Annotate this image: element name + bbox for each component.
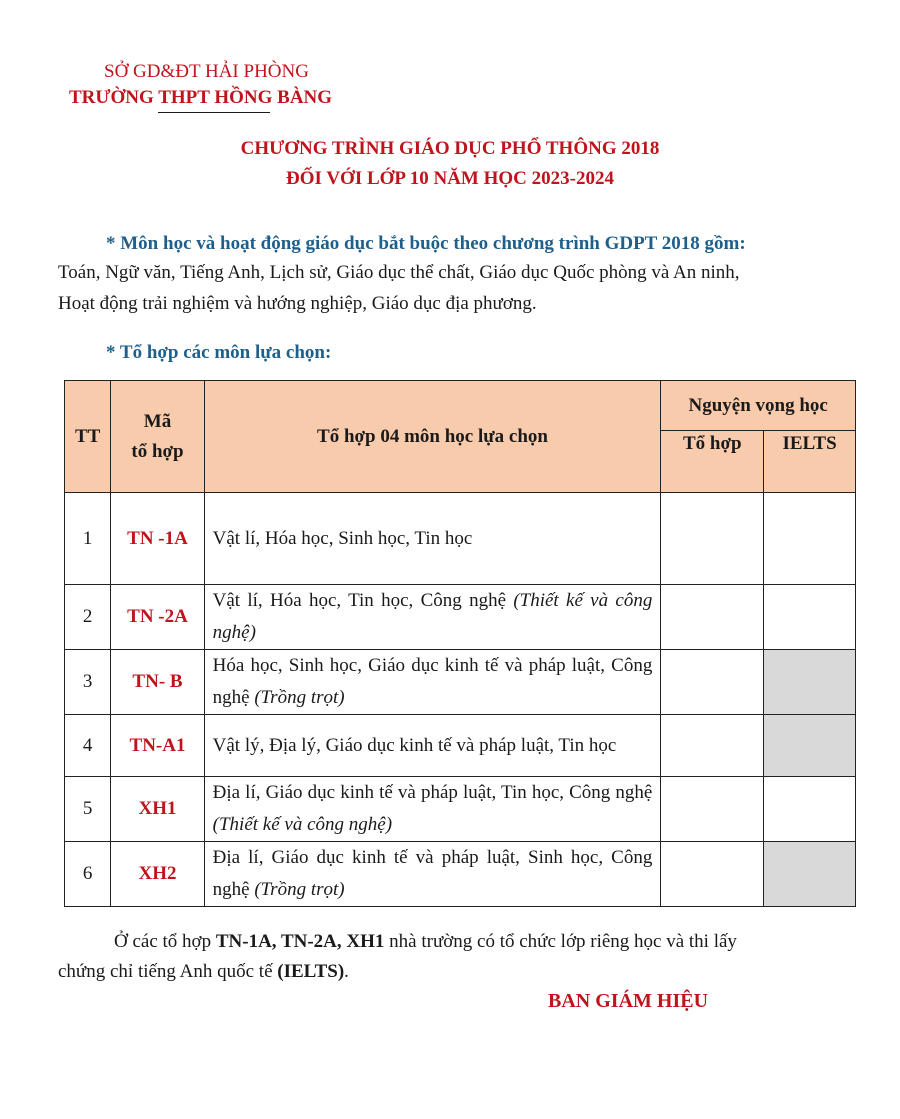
table-body xyxy=(65,493,856,907)
row-code: TN -2A xyxy=(111,585,204,650)
row-subjects-text: Vật lý, Địa lý, Giáo dục kinh tế và pháp luật, Tin học xyxy=(212,734,617,756)
row-code: XH2 xyxy=(111,842,204,907)
row-subjects-note: (Trồng trọt) xyxy=(254,879,345,900)
document-title-line1: CHƯƠNG TRÌNH GIÁO DỤC PHỔ THÔNG 2018 xyxy=(240,138,660,159)
table-row xyxy=(65,715,856,777)
row-wish-combo-cell[interactable] xyxy=(661,842,764,907)
header-code-line1: Mã xyxy=(143,410,172,432)
school-name: TRƯỜNG THPT HỒNG BÀNG xyxy=(69,87,333,108)
row-subjects xyxy=(204,585,661,650)
row-subjects-note: (Trồng trọt) xyxy=(254,687,345,708)
required-subjects-line1: Toán, Ngữ văn, Tiếng Anh, Lịch sử, Giáo dục thể chất, Giáo dục Quốc phòng và An ninh, xyxy=(58,262,740,283)
row-wish-combo-cell[interactable] xyxy=(661,493,764,585)
header-code-line2: tổ hợp xyxy=(131,440,184,462)
row-subjects-text: Địa lí, Giáo dục kinh tế và pháp luật, Tin học, Công nghệ xyxy=(212,782,653,803)
row-tt: 5 xyxy=(65,777,111,842)
row-wish-ielts-cell-disabled xyxy=(764,842,856,907)
required-subjects-line2: Hoạt động trải nghiệm và hướng nghiệp, Giáo dục địa phương. xyxy=(58,293,537,314)
elective-heading: * Tổ hợp các môn lựa chọn: xyxy=(106,342,332,363)
department-name: SỞ GD&ĐT HẢI PHÒNG xyxy=(104,61,309,82)
row-tt: 2 xyxy=(65,585,111,650)
header-code xyxy=(111,381,204,493)
table-row xyxy=(65,650,856,715)
row-subjects-text: Hóa học, Sinh học, Giáo dục kinh tế và pháp luật, Công nghệ xyxy=(212,655,653,708)
row-subjects-note: (Thiết kế và công nghệ) xyxy=(212,814,393,835)
header-wish-ielts: IELTS xyxy=(764,431,856,493)
elective-combinations-table xyxy=(64,380,856,907)
row-code: TN-A1 xyxy=(111,715,204,777)
row-subjects-note: (Thiết kế và công nghệ) xyxy=(212,590,653,643)
document-title-line2: ĐỐI VỚI LỚP 10 NĂM HỌC 2023-2024 xyxy=(286,168,614,189)
row-wish-combo-cell[interactable] xyxy=(661,777,764,842)
row-code: XH1 xyxy=(111,777,204,842)
row-wish-combo-cell[interactable] xyxy=(661,715,764,777)
row-wish-ielts-cell[interactable] xyxy=(764,585,856,650)
note-middle: nhà trường có tổ chức lớp riêng học và thi lấy xyxy=(384,931,737,952)
header-wish: Nguyện vọng học xyxy=(661,381,856,431)
row-wish-ielts-cell-disabled xyxy=(764,650,856,715)
row-code: TN -1A xyxy=(111,493,204,585)
row-subjects xyxy=(204,842,661,907)
row-subjects xyxy=(204,493,661,585)
row-subjects-text: Vật lí, Hóa học, Tin học, Công nghệ xyxy=(212,590,514,611)
note-line2-start: chứng chỉ tiếng Anh quốc tế xyxy=(58,961,278,982)
note-line2-end: . xyxy=(344,961,349,982)
row-subjects xyxy=(204,777,661,842)
row-subjects xyxy=(204,715,661,777)
row-wish-ielts-cell[interactable] xyxy=(764,777,856,842)
signature: BAN GIÁM HIỆU xyxy=(548,990,709,1012)
header-underline xyxy=(158,112,270,113)
row-subjects-text: Địa lí, Giáo dục kinh tế và pháp luật, Sinh học, Công nghệ xyxy=(212,847,653,900)
header-tt: TT xyxy=(65,381,111,493)
note-line2 xyxy=(58,957,858,987)
row-subjects xyxy=(204,650,661,715)
row-wish-ielts-cell-disabled xyxy=(764,715,856,777)
note-line1 xyxy=(114,927,859,957)
table-row xyxy=(65,777,856,842)
table-row xyxy=(65,585,856,650)
note-bold-codes: TN-1A, TN-2A, XH1 xyxy=(215,931,385,952)
row-wish-combo-cell[interactable] xyxy=(661,650,764,715)
row-subjects-text: Vật lí, Hóa học, Sinh học, Tin học xyxy=(212,527,473,549)
row-tt: 4 xyxy=(65,715,111,777)
row-wish-ielts-cell[interactable] xyxy=(764,493,856,585)
row-tt: 3 xyxy=(65,650,111,715)
table-row xyxy=(65,842,856,907)
header-subjects: Tổ hợp 04 môn học lựa chọn xyxy=(204,381,661,493)
header-wish-combo: Tổ hợp xyxy=(661,431,764,493)
row-code: TN- B xyxy=(111,650,204,715)
row-wish-combo-cell[interactable] xyxy=(661,585,764,650)
note-prefix: Ở các tổ hợp xyxy=(114,931,216,952)
required-subjects-heading: * Môn học và hoạt động giáo dục bắt buộc theo chương trình GDPT 2018 gồm: xyxy=(106,233,746,254)
row-tt: 1 xyxy=(65,493,111,585)
row-tt: 6 xyxy=(65,842,111,907)
table-row xyxy=(65,493,856,585)
note-bold-ielts: (IELTS) xyxy=(277,961,345,982)
